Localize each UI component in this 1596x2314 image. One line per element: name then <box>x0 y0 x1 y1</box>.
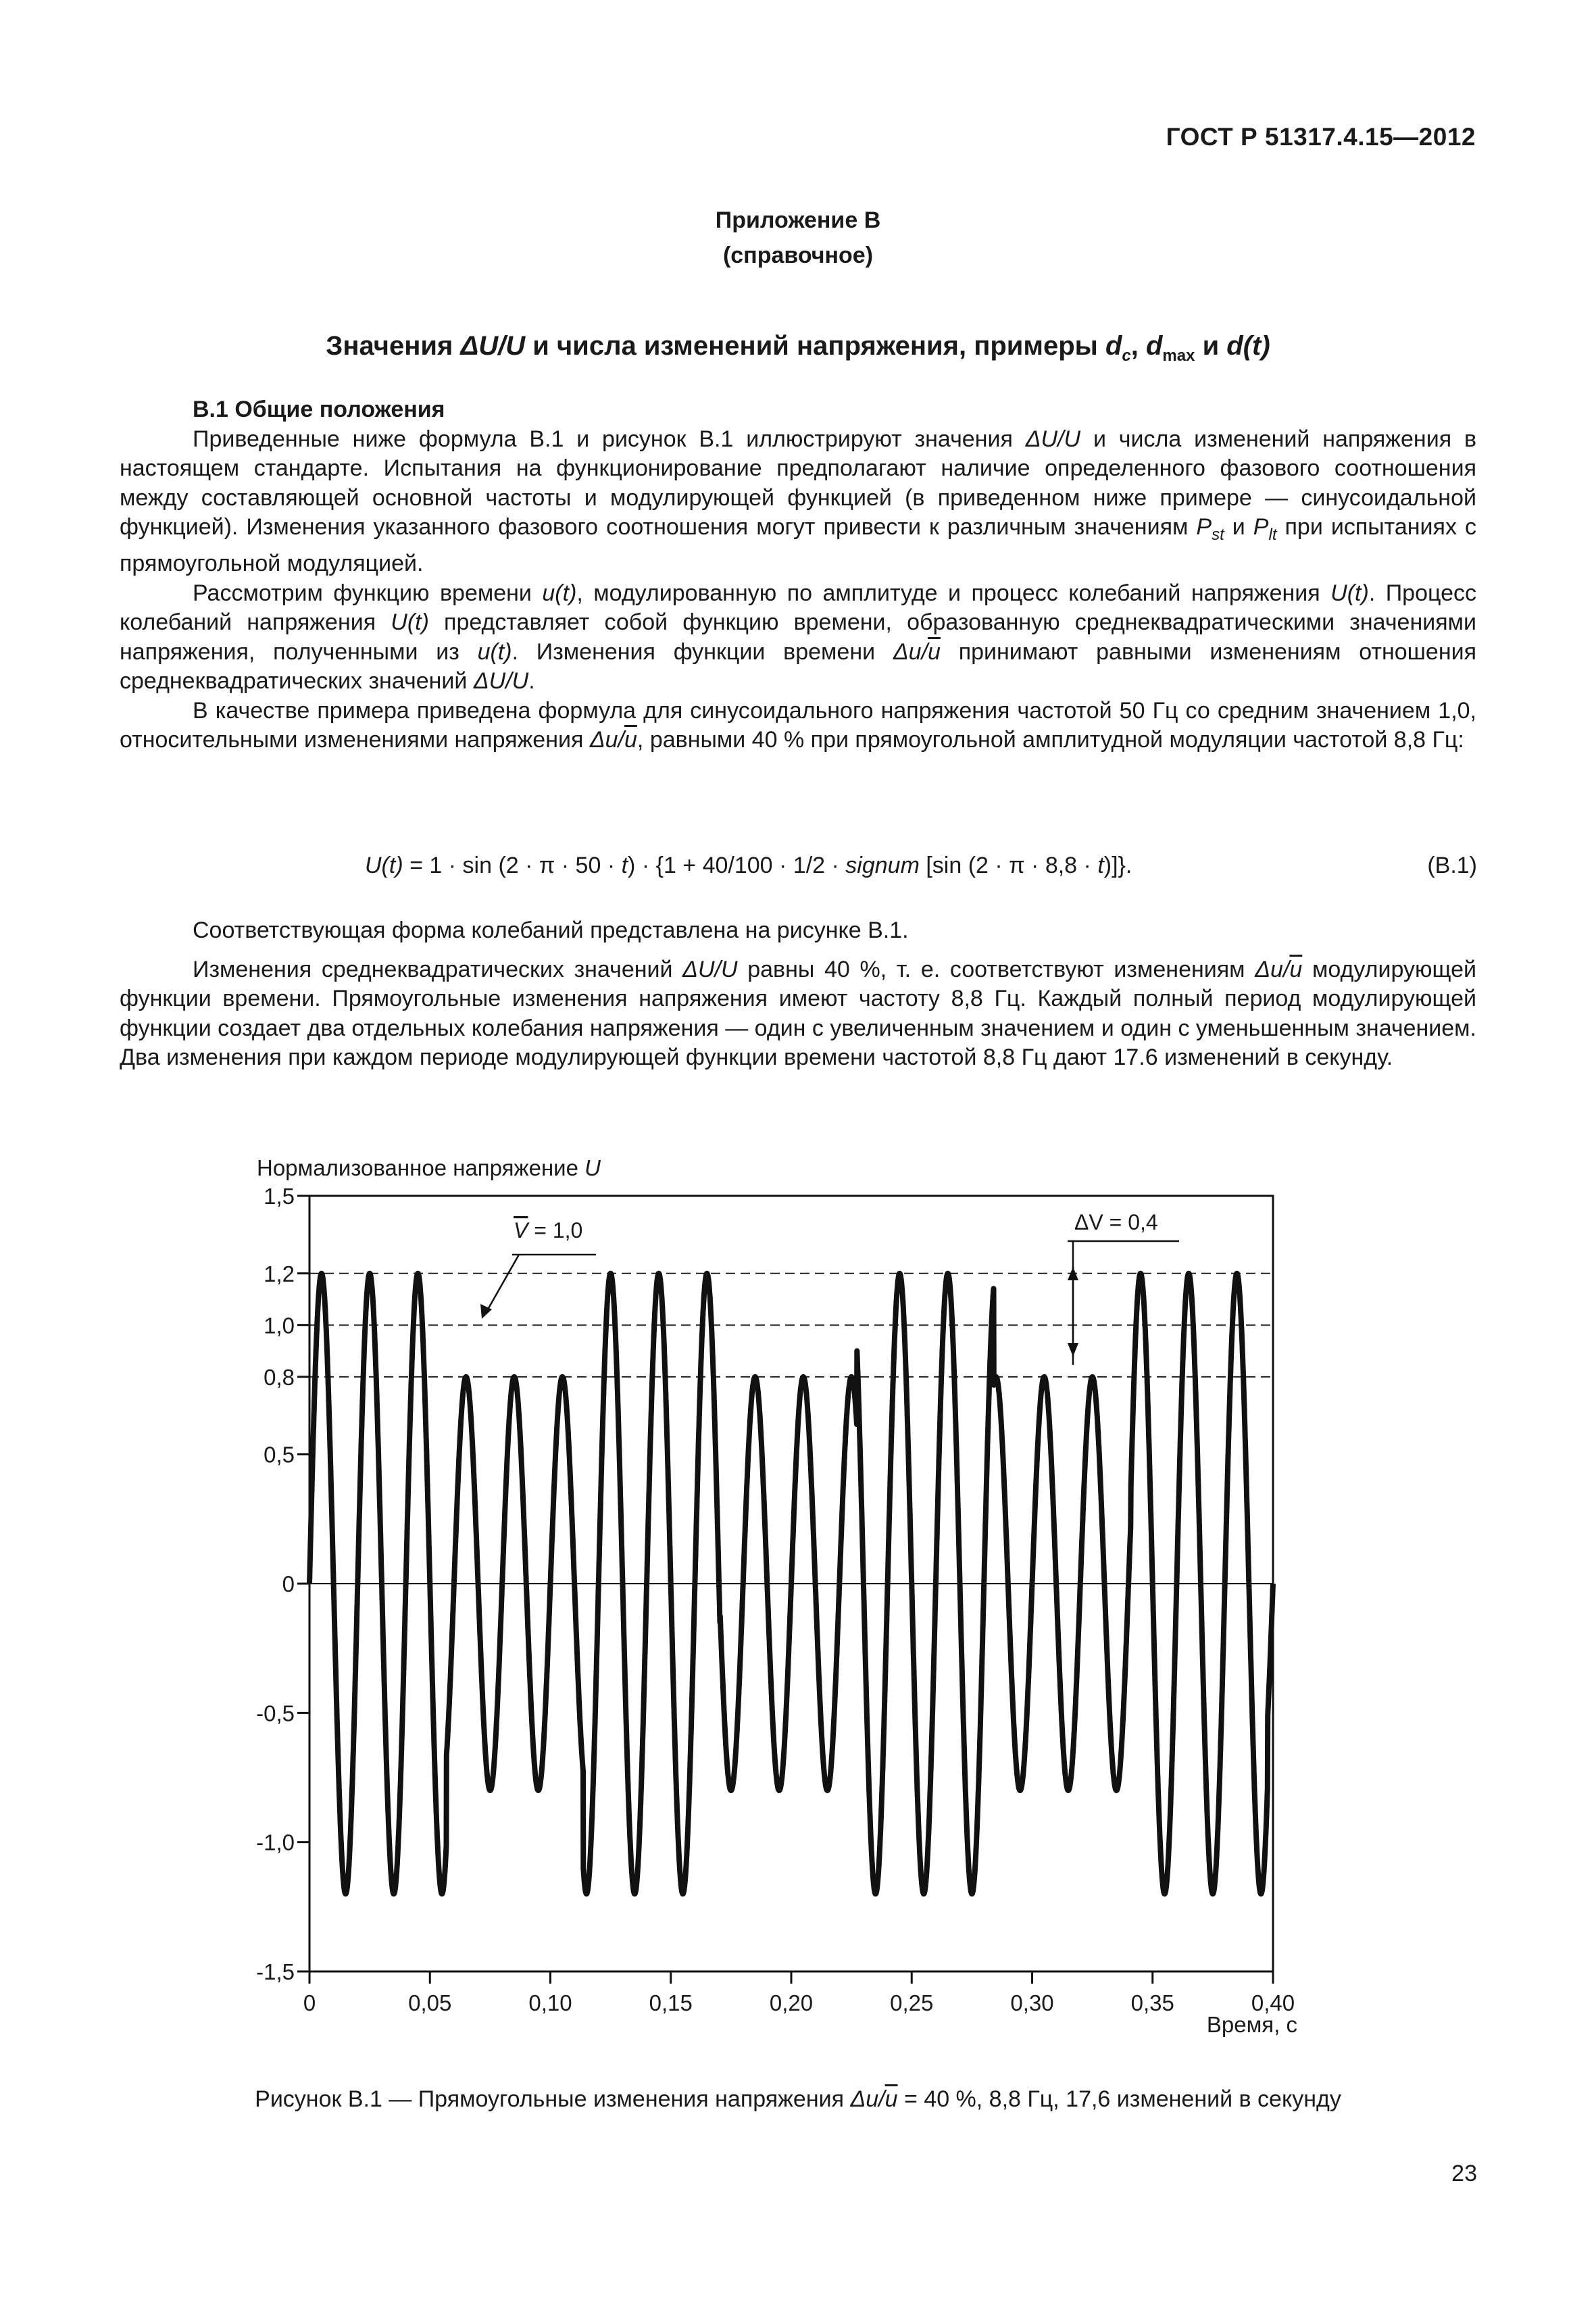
x-tick-label: 0,10 <box>528 1990 572 2015</box>
title-dmax-sub: max <box>1162 347 1195 365</box>
y-tick-label: 1,2 <box>264 1261 295 1286</box>
paragraph-3: В качестве примера приведена формула для синусоидального напряжения частотой 50 Гц со средним значением 1,0, относительными изменениями напряжения $\Delta u/\overline{u}$, равными 40 % при прямоугольной амплитудной модуляции частотой 8,8 Гц: <box>120 697 1476 753</box>
x-tick-label: 0,40 <box>1251 1990 1295 2015</box>
annex-heading <box>0 203 1596 273</box>
signal-waveform <box>309 1274 1273 1894</box>
equation-number: (В.1) <box>1427 853 1477 878</box>
title-delta-uu: ΔU/U <box>460 331 526 361</box>
delta-v-annotation <box>1068 1210 1179 1365</box>
title-dc-sub: c <box>1122 347 1131 365</box>
title-dt: d(t) <box>1226 331 1270 361</box>
annex-type: (справочное) <box>722 243 874 268</box>
section-text <box>120 395 1476 755</box>
x-axis-ticks <box>303 1971 1295 2015</box>
figure-caption: Рисунок В.1 — Прямоугольные изменения напряжения $\Delta u/\overline{u} = 40$ %, 8,8 Гц, 17,6 изменений в секунду <box>255 2086 1341 2112</box>
x-tick-label: 0,05 <box>408 1990 452 2015</box>
title-and: и <box>1195 331 1227 361</box>
x-tick-label: 0,30 <box>1010 1990 1054 2015</box>
x-tick-label: 0,35 <box>1130 1990 1174 2015</box>
paragraph-5: Изменения среднеквадратических значений ΔU/U равны 40 %, т. е. соответствуют изменениям $\Delta u/\overline{u}$ модулирующей функции времени. Прямоугольные изменения напряжения имеют частоту 8,8 Гц. Каждый полный период модулирующей функции создает два отдельных колебания напряжения — один с увеличенным значением и один с уменьшенным значением. Два изменения при каждом периоде модулирующей функции времени частотой 8,8 Гц дают 17.6 изменений в секунду. <box>120 956 1476 1070</box>
title-text-2: и числа изменений напряжения, примеры <box>525 331 1105 361</box>
svg-text:V = 1,0: V = 1,0 <box>514 1218 583 1242</box>
x-tick-label: 0,20 <box>769 1990 814 2015</box>
formula-b1: U(t) = 1 · sin (2 · π · 50 · t) · {1 + 40/100 · 1/2 · signum [sin (2 · π · 8,8 · t)]}. <box>365 853 1132 878</box>
section-text-2 <box>120 916 1476 1073</box>
title-sep: , <box>1130 331 1146 361</box>
x-axis-label: Время, с <box>1206 2012 1297 2037</box>
y-tick-label: -1,5 <box>256 1959 295 1984</box>
annex-label: Приложение В <box>715 207 881 233</box>
paragraph-2: Рассмотрим функцию времени u(t), модулированную по амплитуде и процесс колебаний напряжения U(t). Процесс колебаний напряжения U(t) представляет собой функцию времени, образованную среднеквадратическими значениями напряжения, полученными из u(t). Изменения функции времени $\Delta u/\overline{u}$ принимают равными изменениям отношения среднеквадратических значений ΔU/U. <box>120 580 1476 695</box>
y-tick-label: 0,8 <box>264 1364 295 1390</box>
title-text-1: Значения <box>326 331 461 361</box>
y-tick-label: 1,0 <box>264 1313 295 1338</box>
y-tick-label: 0 <box>282 1571 295 1596</box>
voltage-chart <box>0 1135 1596 2067</box>
x-tick-label: 0 <box>303 1990 316 2015</box>
y-tick-label: -0,5 <box>256 1701 295 1726</box>
section-heading: В.1 Общие положения <box>193 397 445 422</box>
title-dmax: d <box>1145 331 1163 361</box>
page-number: 23 <box>1451 2161 1477 2186</box>
y-tick-label: 1,5 <box>264 1184 295 1209</box>
y-axis-ticks <box>256 1184 309 1984</box>
title-dc: d <box>1105 331 1122 361</box>
y-axis-label: Нормализованное напряжение U <box>257 1155 601 1180</box>
x-tick-label: 0,15 <box>649 1990 693 2015</box>
document-header: ГОСТ Р 51317.4.15—2012 <box>1166 123 1476 151</box>
svg-text:ΔV = 0,4: ΔV = 0,4 <box>1074 1210 1158 1234</box>
y-tick-label: -1,0 <box>256 1830 295 1855</box>
paragraph-4: Соответствующая форма колебаний представлена на рисунке В.1. <box>193 917 909 943</box>
annex-title <box>0 331 1596 366</box>
mean-annotation <box>480 1218 596 1319</box>
y-tick-label: 0,5 <box>264 1442 295 1467</box>
x-tick-label: 0,25 <box>890 1990 934 2015</box>
paragraph-1: Приведенные ниже формула В.1 и рисунок В.1 иллюстрируют значения ΔU/U и числа изменений напряжения в настоящем стандарте. Испытания на функционирование предполагают наличие определенного фазового соотношения между составляющей основной частоты и модулирующей функцией (в приведенном ниже примере — синусоидальной функцией). Изменения указанного фазового соотношения могут привести к различным значениям $P_{st}$ и $P_{lt}$ при испытаниях с прямоугольной модуляцией. <box>120 426 1477 577</box>
